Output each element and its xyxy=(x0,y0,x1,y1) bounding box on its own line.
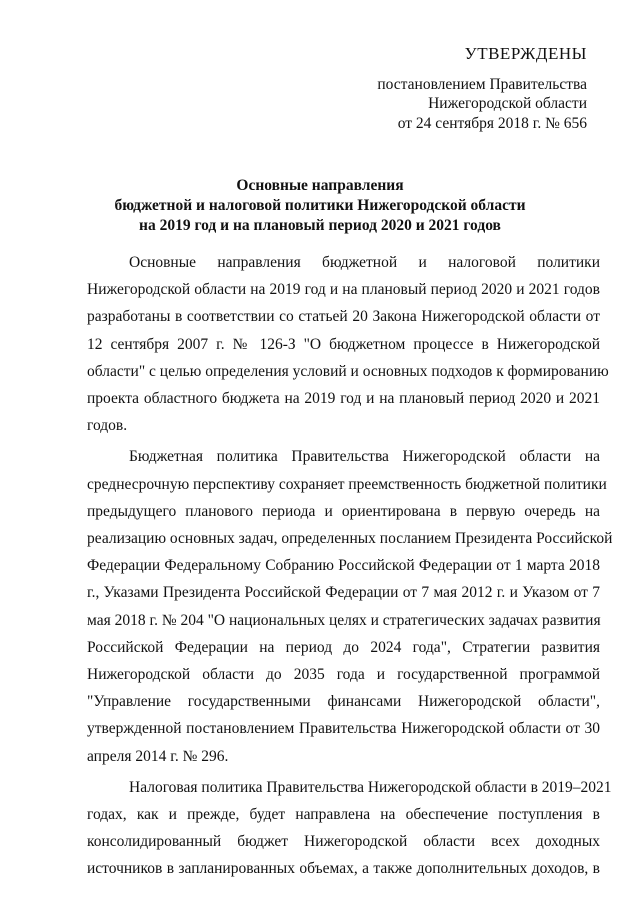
heading-line: на 2019 год и на плановый период 2020 и 2021 годов xyxy=(139,217,501,234)
text-line: Российской Федерации на период до 2024 года", Стратегии развития xyxy=(87,638,600,656)
heading-line: Основные направления xyxy=(236,177,404,194)
text-line: области" с целью определения условий и основных подходов к формированию xyxy=(87,362,609,380)
approval-date-line: от 24 сентября 2018 г. № 656 xyxy=(397,114,587,132)
approval-title: УТВЕРЖДЕНЫ xyxy=(464,44,587,63)
text-line: Нижегородской области до 2035 года и государственной программой xyxy=(87,666,600,684)
text-line: "Управление государственными финансами Нижегородской области", xyxy=(87,693,600,711)
paragraph-3 xyxy=(87,774,612,883)
approval-line: постановлением Правительства xyxy=(377,75,587,93)
text-line: предыдущего планового периода и ориентирована в первую очередь на xyxy=(87,502,600,520)
text-line: проекта областного бюджета на 2019 год и на плановый период 2020 и 2021 xyxy=(87,390,600,408)
document-heading xyxy=(0,176,640,236)
text-line: годах, как и прежде, будет направлена на обеспечение поступления в xyxy=(87,806,600,824)
text-line: Федерации Федеральному Собранию Российской Федерации от 1 марта 2018 xyxy=(87,557,600,575)
text-line: Нижегородской области на 2019 год и на плановый период 2020 и 2021 годов xyxy=(87,281,600,299)
paragraph-2 xyxy=(87,443,613,769)
approval-block xyxy=(377,44,587,133)
approval-line: Нижегородской области xyxy=(428,95,587,112)
text-line: Основные направления бюджетной и налоговой политики xyxy=(129,254,600,271)
text-line: 12 сентября 2007 г. № 126-З "О бюджетном процессе в Нижегородской xyxy=(87,335,600,353)
document-body xyxy=(87,249,613,883)
paragraph-1 xyxy=(87,249,609,439)
text-line: Бюджетная политика Правительства Нижегородской области на xyxy=(129,448,600,466)
text-line: консолидированный бюджет Нижегородской области всех доходных xyxy=(87,833,600,851)
heading-line: бюджетной и налоговой политики Нижегородской области xyxy=(114,197,526,214)
text-line: апреля 2014 г. № 296. xyxy=(87,747,229,765)
text-line: мая 2018 г. № 204 "О национальных целях и стратегических задачах развития xyxy=(87,611,601,629)
text-line: разработаны в соответствии со статьей 20 Закона Нижегородской области от xyxy=(87,308,600,326)
text-line: среднесрочную перспективу сохраняет преемственность бюджетной политики xyxy=(87,475,607,493)
text-line: г., Указами Президента Российской Федерации от 7 мая 2012 г. и Указом от 7 xyxy=(87,584,600,602)
text-line: утвержденной постановлением Правительства Нижегородской области от 30 xyxy=(87,720,600,738)
text-line: реализацию основных задач, определенных посланием Президента Российской xyxy=(87,530,613,548)
text-line: Налоговая политика Правительства Нижегородской области в 2019–2021 xyxy=(129,778,612,796)
text-line: годов. xyxy=(87,417,128,435)
text-line: источников в запланированных объемах, а также дополнительных доходов, в xyxy=(87,860,600,878)
